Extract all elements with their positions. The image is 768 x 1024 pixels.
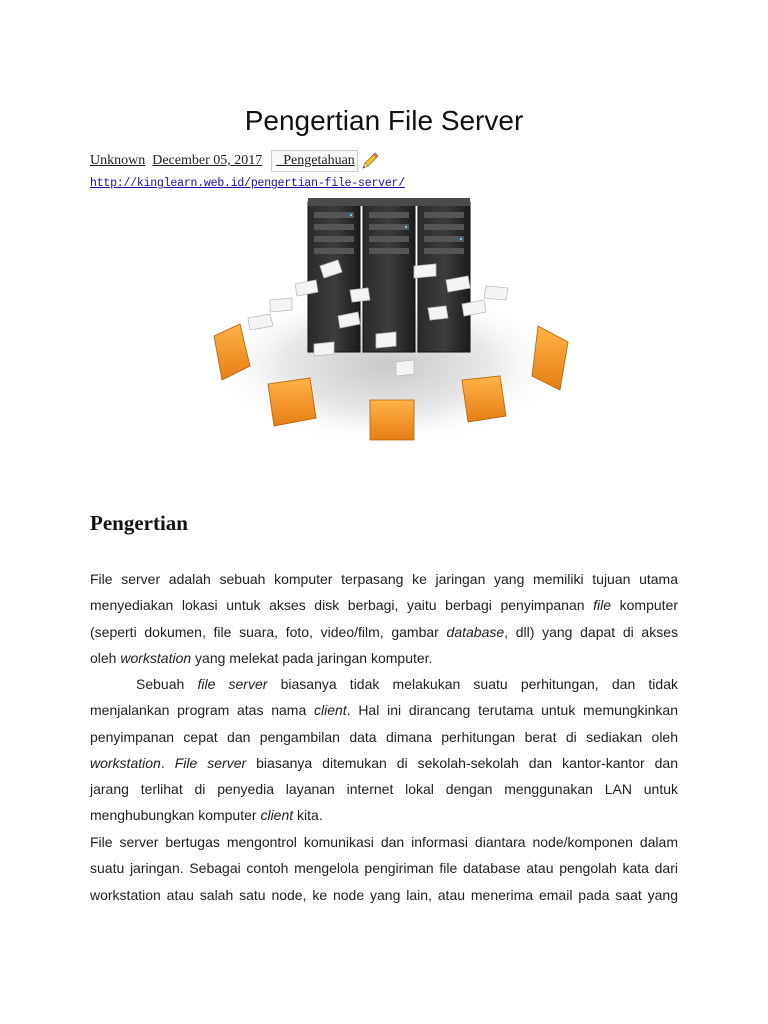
author-link[interactable]: Unknown: [90, 153, 146, 168]
page-title: Pengertian File Server: [244, 105, 524, 136]
date-link[interactable]: December 05, 2017: [152, 153, 263, 168]
paragraph-3: File server bertugas mengontrol komunikasi dan informasi diantara node/komponen dalam suatu jaringan. Sebagai contoh mengelola pengiriman file database atau pengolah kata dari workstation atau salah satu node, ke node yang lain, atau menerima email pada saat yang: [90, 834, 678, 903]
post-meta: [90, 150, 380, 172]
category-link[interactable]: _Pengetahuan: [271, 150, 358, 172]
section-heading: Pengertian: [90, 511, 188, 535]
paragraph-1: File server adalah sebuah komputer terpasang ke jaringan yang memiliki tujuan utama menyediakan lokasi untuk akses disk berbagi, yaitu berbagi penyimpanan file komputer (seperti dokumen, file suara, foto, video/film, gambar database, dll) yang dapat di akses oleh workstation yang melekat pada jaringan komputer.: [90, 571, 678, 666]
paragraph-2: Sebuah file server biasanya tidak melakukan suatu perhitungan, dan tidak menjalankan program atas nama client. Hal ini dirancang terutama untuk memungkinkan penyimpanan cepat dan pengambilan data dimana perhitungan berat di sediakan oleh workstation. File server biasanya ditemukan di sekolah-sekolah dan kantor-kantor dan jarang terlihat di penyedia layanan internet lokal dengan menggunakan LAN untuk menghubungkan komputer client kita.: [90, 676, 678, 824]
server-racks-with-folders-image: [200, 196, 574, 458]
source-url-link[interactable]: http://kinglearn.web.id/pengertian-file-server/: [90, 177, 405, 190]
pencil-icon[interactable]: [360, 151, 380, 171]
